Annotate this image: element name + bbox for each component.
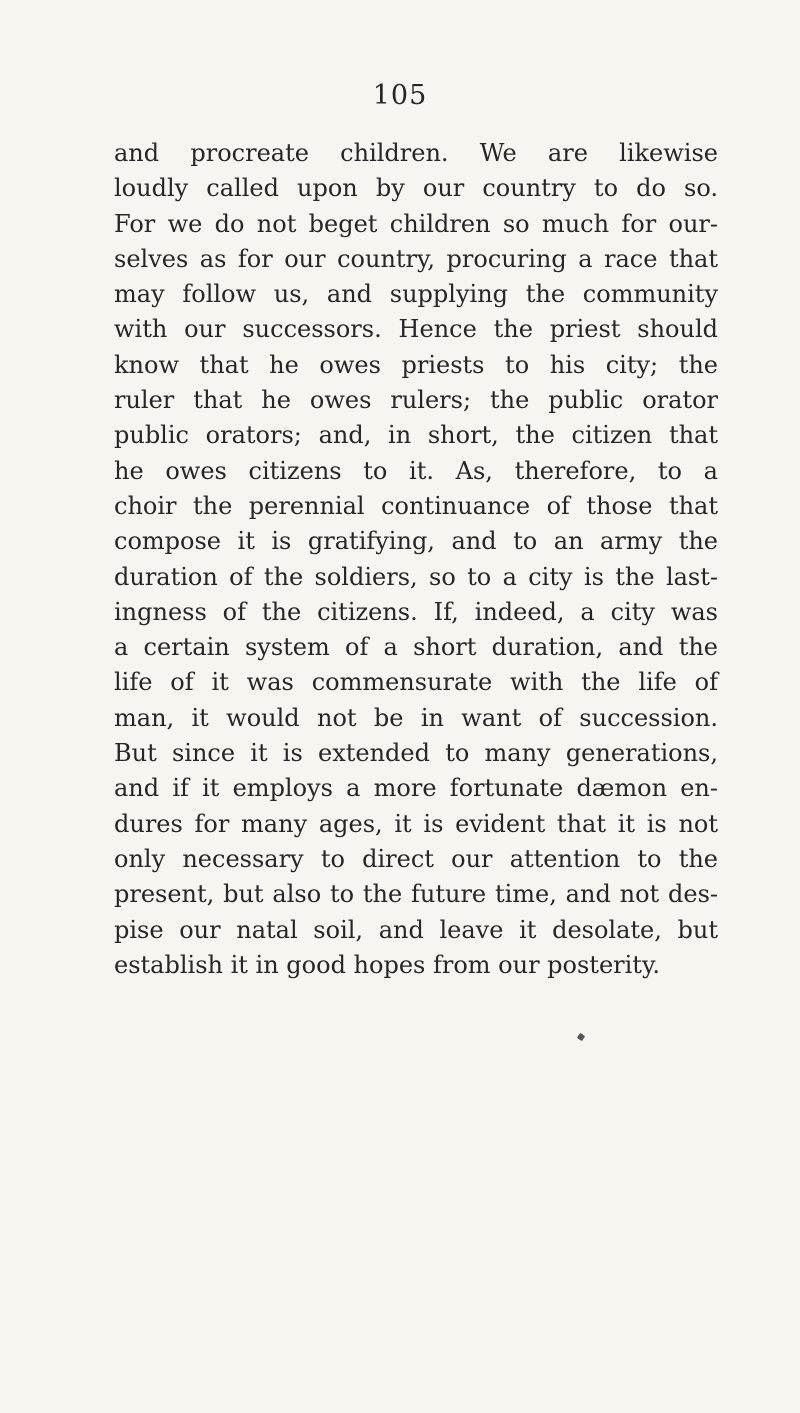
text-line: dures for many ages, it is evident that it is not xyxy=(114,809,718,838)
text-line: only necessary to direct our attention to the xyxy=(114,844,718,873)
text-line: and if it employs a more fortunate dæmon en- xyxy=(114,774,718,803)
text-line-last: establish it in good hopes from our posterity. xyxy=(114,950,660,979)
text-line: compose it is gratifying, and to an army the xyxy=(114,527,718,556)
text-line: public orators; and, in short, the citizen that xyxy=(114,421,718,450)
text-line: present, but also to the future time, and not des- xyxy=(114,880,718,909)
text-line: man, it would not be in want of succession. xyxy=(114,703,718,732)
text-line: pise our natal soil, and leave it desolate, but xyxy=(114,915,718,944)
text-line: ingness of the citizens. If, indeed, a city was xyxy=(114,597,718,626)
text-line: a certain system of a short duration, and the xyxy=(114,633,718,662)
text-line: and procreate children. We are likewise xyxy=(114,139,718,167)
text-line: selves as for our country, procuring a race that xyxy=(114,244,718,273)
text-line: with our successors. Hence the priest should xyxy=(114,315,718,344)
text-line: ruler that he owes rulers; the public orator xyxy=(114,386,718,415)
text-line: know that he owes priests to his city; the xyxy=(114,350,718,379)
text-line: may follow us, and supplying the community xyxy=(114,280,718,309)
text-line: But since it is extended to many generations, xyxy=(114,739,718,768)
body-text xyxy=(114,136,718,983)
text-line: duration of the soldiers, so to a city is the last- xyxy=(114,562,718,591)
text-line: loudly called upon by our country to do so. xyxy=(114,174,718,203)
text-line: For we do not beget children so much for our- xyxy=(114,209,718,238)
page-number: 105 xyxy=(372,80,428,111)
ink-speck xyxy=(577,1033,585,1041)
text-line: choir the perennial continuance of those that xyxy=(114,491,718,520)
text-line: life of it was commensurate with the life of xyxy=(114,668,718,697)
text-line: he owes citizens to it. As, therefore, to a xyxy=(114,456,718,485)
